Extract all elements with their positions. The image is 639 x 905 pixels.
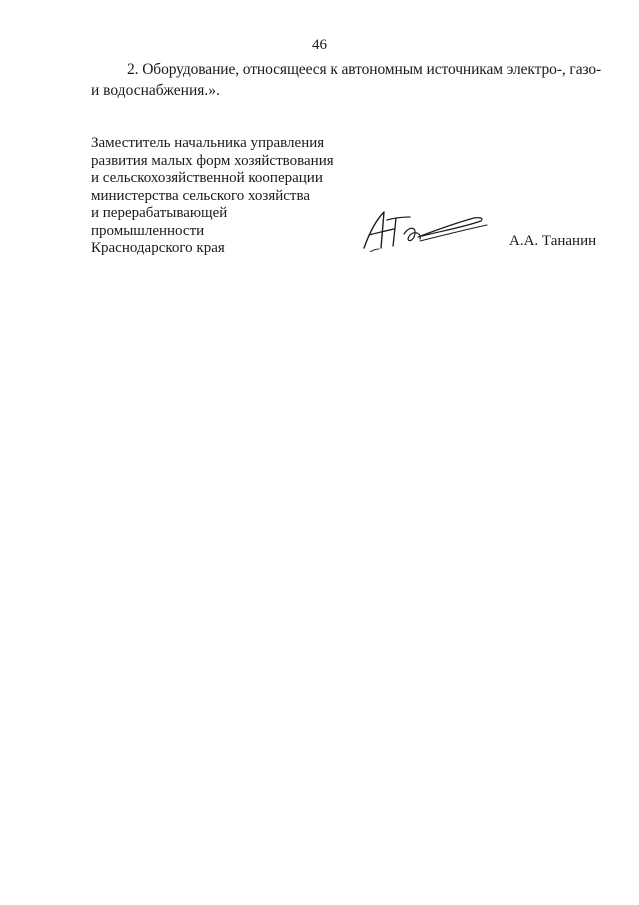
handwritten-signature (360, 208, 490, 252)
equipment-item-line-2: и водоснабжения.». (91, 82, 220, 99)
equipment-item-line-1: 2. Оборудование, относящееся к автономным источникам электро-, газо- (127, 61, 602, 78)
position-line: Краснодарского края (91, 240, 225, 256)
position-line: Заместитель начальника управления (91, 135, 325, 151)
position-line: и сельскохозяйственной кооперации (91, 170, 323, 186)
position-line: и перерабатывающей (91, 205, 228, 221)
signatory-position (91, 135, 371, 258)
signer-name: А.А. Тананин (509, 233, 597, 249)
position-line: промышленности (91, 222, 205, 239)
position-line: развития малых форм хозяйствования (91, 152, 334, 169)
position-line: министерства сельского хозяйства (91, 187, 311, 204)
page-number: 46 (312, 37, 327, 53)
